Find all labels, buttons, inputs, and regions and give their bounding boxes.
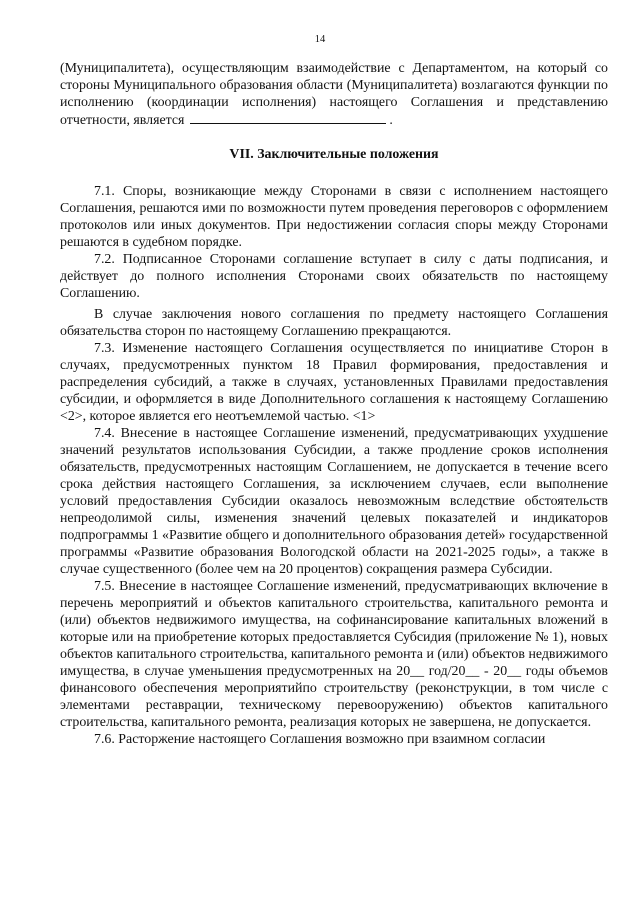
- paragraph-7-2: 7.2. Подписанное Сторонами соглашение вступает в силу с даты подписания, и действует до полного исполнения Сторонами своих обязательств по настоящему Соглашению.: [60, 252, 608, 301]
- document-body: [60, 60, 608, 748]
- paragraph-7-4: 7.4. Внесение в настоящее Соглашение изменений, предусматривающих ухудшение значений результатов использования Субсидии, а также продление сроков исполнения обязательств, предусмотренных настоящим Соглашением, не допускается в течение всего срока действия настоящего Соглашения, за исключением случаев, если выполнение условий предоставления Субсидии оказалось невозможным вследствие обстоятельств непреодолимой силы, изменения значений целевых показателей и индикаторов подпрограммы 1 «Развитие общего и дополнительного образования детей» государственной программы «Развитие образования Вологодской области на 2021-2025 годы», а также в случае существенного (более чем на 20 процентов) сокращения размера Субсидии.: [60, 426, 608, 577]
- paragraph-7-5: 7.5. Внесение в настоящее Соглашение изменений, предусматривающих включение в перечень мероприятий и объектов капитального строительства, капитального ремонта и (или) объектов недвижимого имущества, на софинансирование капитальных вложений в которые или на приобретение которых предоставляется Субсидия (приложение № 1), новых объектов капитального строительства, капитального ремонта и (или) объектов недвижимого имущества, в случае уменьшения предусмотренных на 20__ год/20__ - 20__ годы объемов финансового обеспечения мероприятийпо строительству (реконструкции, в том числе с элементами реставрации, техническому перевооружению) объектов капитального строительства, капитального ремонта, реализация которых не завершена, не допускается.: [60, 579, 608, 730]
- paragraph-7-3: 7.3. Изменение настоящего Соглашения осуществляется по инициативе Сторон в случаях, предусмотренных пунктом 18 Правил формирования, предоставления и распределения субсидий, а также в случаях, установленных Правилами предоставления субсидии, и оформляется в виде Дополнительного соглашения к настоящему Соглашению <2>, которое является его неотъемлемой частью. <1>: [60, 341, 608, 424]
- paragraph-7-1: 7.1. Споры, возникающие между Сторонами в связи с исполнением настоящего Соглашения, решаются ими по возможности путем проведения переговоров с оформлением протоколов или иных документов. При недостижении согласия споры между Сторонами решаются в судебном порядке.: [60, 184, 608, 250]
- intro-end: .: [389, 113, 393, 128]
- page-number: 14: [314, 34, 326, 45]
- paragraph-new-agreement: В случае заключения нового соглашения по предмету настоящего Соглашения обязательства сторон по настоящему Соглашению прекращаются.: [60, 307, 608, 339]
- intro-text: (Муниципалитета), осуществляющим взаимодействие с Департаментом, на который со стороны Муниципального образования области (Муниципалитета) возлагаются функции по исполнению (координации исполнения) настоящего Соглашения и представлению отчетности, является: [60, 61, 608, 128]
- section-title: VII. Заключительные положения: [229, 147, 439, 162]
- blank-line: [190, 111, 386, 124]
- paragraph-7-6: 7.6. Расторжение настоящего Соглашения возможно при взаимном согласии: [94, 732, 546, 747]
- intro-paragraph: [60, 60, 608, 129]
